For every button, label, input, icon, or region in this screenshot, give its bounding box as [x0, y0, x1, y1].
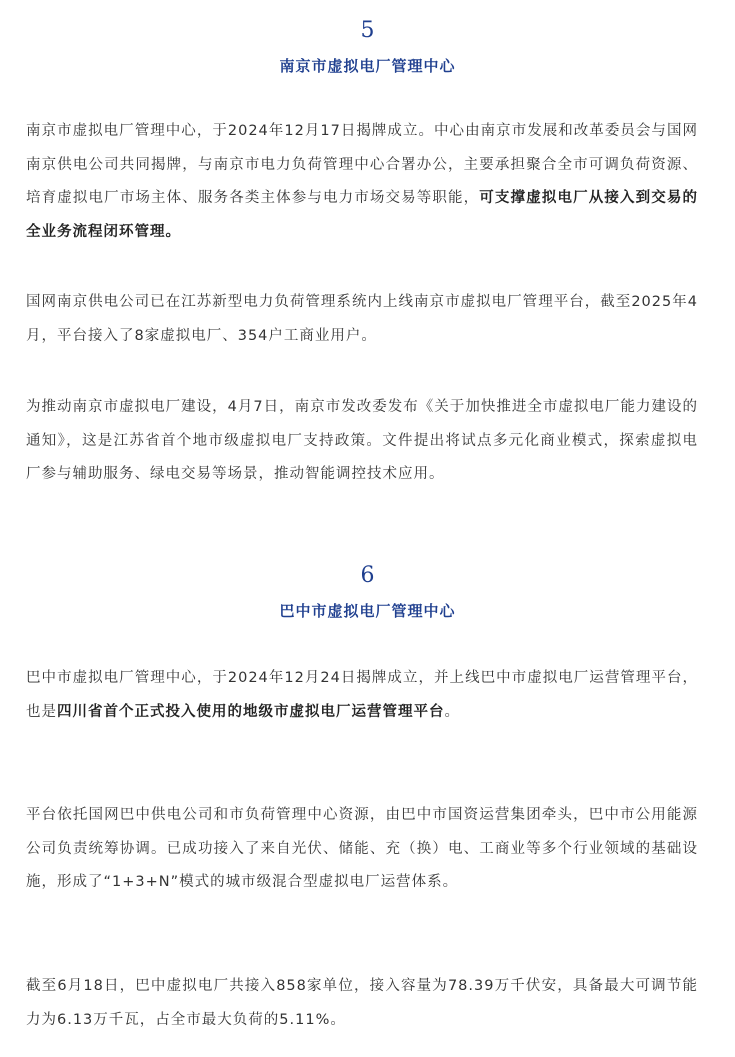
paragraph-text: 截至6月18日，巴中虚拟电厂共接入858家单位，接入容量为78.39万千伏安，具备最大可调节能力为6.13万千瓦，占全市最大负荷的5.11%。 — [26, 978, 698, 1028]
paragraph-text: 国网南京供电公司已在江苏新型电力负荷管理系统内上线南京市虚拟电厂管理平台，截至2025年4月，平台接入了8家虚拟电厂、354户工商业用户。 — [26, 294, 698, 344]
paragraph-text: 为推动南京市虚拟电厂建设，4月7日，南京市发改委发布《关于加快推进全市虚拟电厂能力建设的通知》，这是江苏省首个地市级虚拟电厂支持政策。文件提出将试点多元化商业模式，探索虚拟电厂参与辅助服务、绿电交易等场景，推动智能调控技术应用。 — [26, 399, 698, 482]
paragraph — [26, 115, 698, 249]
paragraph-bold-text: 四川省首个正式投入使用的地级市虚拟电厂运营管理平台 — [57, 703, 445, 720]
paragraph — [26, 286, 698, 353]
section-title: 南京市虚拟电厂管理中心 — [279, 57, 456, 75]
section-number: 5 — [360, 18, 375, 43]
paragraph-bold-text: 可支撑虚拟电厂从接入到交易的全业务流程闭环管理。 — [26, 190, 698, 240]
paragraph-text: 南京市虚拟电厂管理中心，于2024年12月17日揭牌成立。中心由南京市发展和改革委员会与国网南京供电公司共同揭牌，与南京市电力负荷管理中心合署办公，主要承担聚合全市可调负荷资源、培育虚拟电厂市场主体、服务各类主体参与电力市场交易等职能， — [26, 123, 698, 206]
section-title: 巴中市虚拟电厂管理中心 — [279, 602, 456, 620]
paragraph — [26, 662, 698, 729]
paragraph — [26, 391, 698, 492]
paragraph-tail: 。 — [444, 703, 460, 720]
paragraph-text: 平台依托国网巴中供电公司和市负荷管理中心资源，由巴中市国资运营集团牵头，巴中市公用能源公司负责统筹协调。已成功接入了来自光伏、储能、充（换）电、工商业等多个行业领域的基础设施，形成了“1+3+N”模式的城市级混合型虚拟电厂运营体系。 — [26, 807, 698, 890]
paragraph-text: 巴中市虚拟电厂管理中心，于2024年12月24日揭牌成立，并上线巴中市虚拟电厂运营管理平台，也是 — [26, 670, 698, 720]
paragraph — [26, 970, 698, 1037]
paragraph — [26, 799, 698, 900]
section-number: 6 — [360, 563, 375, 588]
